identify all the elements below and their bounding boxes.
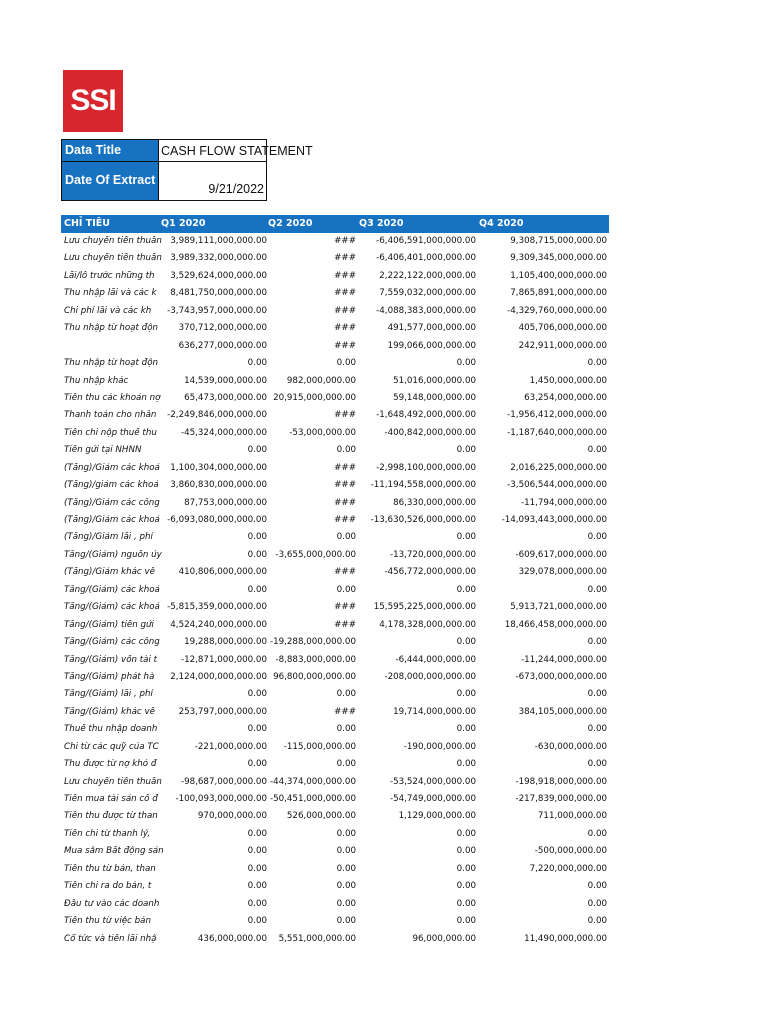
value-cell-q2[interactable]: 0.00 <box>336 584 356 595</box>
value-cell-q4[interactable]: -673,000,000,000.00 <box>515 671 607 682</box>
row-label-cell[interactable]: Lưu chuyển tiền thuần <box>64 236 162 246</box>
row-label-cell[interactable]: Tiền thu từ việc bán <box>64 916 151 927</box>
row-label-cell[interactable]: Cổ tức và tiền lãi nhậ <box>64 933 157 944</box>
value-cell-q1[interactable]: 0.00 <box>247 846 267 857</box>
row-label-cell[interactable]: Tăng/(Giảm) nguồn ủy <box>64 549 162 560</box>
value-cell-q4[interactable]: -14,093,443,000,000.00 <box>501 515 607 525</box>
value-cell-q2[interactable]: -115,000,000.00 <box>283 741 356 752</box>
table-row <box>61 285 609 302</box>
value-cell-q3[interactable]: 2,222,122,000,000.00 <box>379 270 476 281</box>
table-row <box>61 564 609 581</box>
value-cell-q3[interactable]: 0.00 <box>456 898 476 909</box>
value-cell-q3[interactable]: 0.00 <box>456 759 476 770</box>
row-label-cell[interactable]: Tăng/(Giảm) các khoả <box>64 584 160 595</box>
value-cell-q2[interactable]: ### <box>334 619 356 630</box>
value-cell-q2[interactable]: 0.00 <box>336 898 356 909</box>
row-label-cell[interactable]: (Tăng)/Giảm lãi , phí <box>64 532 153 543</box>
value-cell-q1[interactable]: 3,989,332,000,000.00 <box>170 253 267 264</box>
row-label-cell[interactable]: Tiền chi từ thanh lý, <box>64 828 151 839</box>
value-cell-q1[interactable]: -2,249,846,000,000.00 <box>167 410 267 421</box>
value-cell-q2[interactable]: 0.00 <box>336 759 356 770</box>
value-cell-q3[interactable]: -6,406,591,000,000.00 <box>376 236 476 246</box>
row-label-cell[interactable]: Tiền chi nộp thuế thu <box>64 427 157 438</box>
value-cell-q1[interactable]: -6,093,080,000,000.00 <box>167 515 267 525</box>
table-row <box>61 460 609 477</box>
table-row <box>61 861 609 878</box>
metadata-block <box>61 139 313 201</box>
value-cell-q4[interactable]: 405,706,000,000.00 <box>518 323 607 334</box>
value-cell-q1[interactable]: 0.00 <box>247 689 267 700</box>
value-cell-q3[interactable]: 0.00 <box>456 863 476 874</box>
value-cell-q4[interactable]: 0.00 <box>587 637 607 648</box>
table-row <box>61 634 609 651</box>
value-cell-q2[interactable]: ### <box>334 602 356 613</box>
value-cell-q1[interactable]: 0.00 <box>247 445 267 456</box>
value-cell-q3[interactable]: -54,749,000,000.00 <box>389 794 476 804</box>
value-cell-q4[interactable]: 0.00 <box>587 358 607 369</box>
table-row <box>61 477 609 494</box>
table-body <box>61 233 609 948</box>
value-cell-q4[interactable]: 5,913,721,000,000.00 <box>510 602 607 613</box>
value-cell-q3[interactable]: -6,406,401,000,000.00 <box>376 253 476 264</box>
value-cell-q4[interactable]: 329,078,000,000.00 <box>518 567 607 578</box>
row-label-cell[interactable]: Tăng/(Giảm) các công <box>64 637 160 648</box>
table-row <box>61 774 609 791</box>
value-cell-q3[interactable]: -6,444,000,000.00 <box>395 654 476 665</box>
value-cell-q4[interactable]: 7,865,891,000,000.00 <box>510 288 607 299</box>
table-row <box>61 529 609 546</box>
value-cell-q4[interactable]: -217,839,000,000.00 <box>515 794 607 804</box>
value-cell-q2[interactable]: ### <box>334 410 356 421</box>
value-cell-q4[interactable]: 0.00 <box>587 532 607 543</box>
header-q1-2020[interactable]: Q1 2020 <box>161 218 206 229</box>
row-label-cell[interactable]: Tăng/(Giảm) các khoả <box>64 602 160 613</box>
value-cell-q4[interactable]: 9,308,715,000,000.00 <box>510 236 607 246</box>
value-cell-q1[interactable]: 0.00 <box>247 916 267 927</box>
value-cell-q4[interactable]: 0.00 <box>587 724 607 735</box>
value-cell-q3[interactable]: 96,000,000.00 <box>412 933 476 944</box>
header-q3-2020[interactable]: Q3 2020 <box>359 218 404 229</box>
value-cell-q4[interactable]: 7,220,000,000.00 <box>529 863 607 874</box>
value-cell-q1[interactable]: 4,524,240,000,000.00 <box>170 619 267 630</box>
row-label-cell[interactable]: Tiền thu các khoản nợ <box>64 392 161 403</box>
value-cell-q2[interactable]: ### <box>334 253 356 264</box>
value-cell-q4[interactable]: 0.00 <box>587 759 607 770</box>
value-cell-q2[interactable]: 0.00 <box>336 846 356 857</box>
value-cell-q4[interactable]: 0.00 <box>587 584 607 595</box>
value-cell-q2[interactable]: 20,915,000,000.00 <box>273 392 356 403</box>
value-cell-q3[interactable]: -13,720,000,000.00 <box>389 549 476 560</box>
row-label-cell[interactable]: Tiền mua tài sản cố đ <box>64 794 158 804</box>
value-cell-q1[interactable]: 3,529,624,000,000.00 <box>170 270 267 281</box>
value-cell-q3[interactable]: 0.00 <box>456 584 476 595</box>
value-cell-q1[interactable]: 65,473,000,000.00 <box>184 392 267 403</box>
value-cell-q1[interactable]: 87,753,000,000.00 <box>184 497 267 508</box>
value-cell-q2[interactable]: ### <box>334 480 356 491</box>
table-row <box>61 721 609 738</box>
row-label-cell[interactable]: Tăng/(Giảm) tiền gửi <box>64 619 154 630</box>
value-cell-q2[interactable]: 0.00 <box>336 724 356 735</box>
value-cell-q1[interactable]: 19,288,000,000.00 <box>184 637 267 648</box>
value-cell-q2[interactable]: 0.00 <box>336 863 356 874</box>
value-cell-q1[interactable]: -45,324,000,000.00 <box>180 427 267 438</box>
value-cell-q4[interactable]: 1,105,400,000,000.00 <box>510 270 607 281</box>
table-row <box>61 878 609 895</box>
value-cell-q1[interactable]: 0.00 <box>247 759 267 770</box>
value-cell-q2[interactable]: 0.00 <box>336 881 356 892</box>
value-cell-q4[interactable]: 2,016,225,000,000.00 <box>510 462 607 473</box>
value-cell-q1[interactable]: 436,000,000.00 <box>197 933 267 944</box>
value-cell-q3[interactable]: 59,148,000,000.00 <box>393 392 476 403</box>
value-cell-q3[interactable]: -1,648,492,000,000.00 <box>376 410 476 421</box>
row-label-cell[interactable]: (Tăng)/giảm các khoả <box>64 480 159 491</box>
table-row <box>61 913 609 930</box>
value-cell-q3[interactable]: 15,595,225,000,000.00 <box>373 602 476 613</box>
row-label-cell[interactable]: Lưu chuyển tiền thuần <box>64 776 162 787</box>
value-cell-q1[interactable]: 370,712,000,000.00 <box>178 323 267 334</box>
value-cell-q4[interactable]: -198,918,000,000.00 <box>515 776 607 787</box>
row-label-cell[interactable]: Tăng/(Giảm) khác về <box>64 706 155 717</box>
value-cell-q4[interactable]: -4,329,760,000,000.00 <box>507 305 607 316</box>
value-cell-q2[interactable]: 5,551,000,000.00 <box>278 933 356 944</box>
cash-flow-table <box>61 215 609 948</box>
data-title-row <box>61 139 313 161</box>
value-cell-q4[interactable]: 0.00 <box>587 916 607 927</box>
header-q4-2020[interactable]: Q4 2020 <box>479 218 524 229</box>
value-cell-q3[interactable]: -190,000,000.00 <box>403 741 476 752</box>
value-cell-q2[interactable]: -3,655,000,000.00 <box>275 549 356 560</box>
table-row <box>61 686 609 703</box>
value-cell-q4[interactable]: -1,187,640,000,000.00 <box>507 427 607 438</box>
table-header-row <box>61 215 609 233</box>
value-cell-q4[interactable]: 63,254,000,000.00 <box>524 392 607 403</box>
value-cell-q1[interactable]: -221,000,000.00 <box>194 741 267 752</box>
value-cell-q4[interactable]: 1,450,000,000.00 <box>529 375 607 386</box>
row-label-cell[interactable]: Tăng/(Giảm) phát hà <box>64 671 155 682</box>
header-q2-2020[interactable]: Q2 2020 <box>268 218 313 229</box>
table-row <box>61 826 609 843</box>
value-cell-q3[interactable]: 0.00 <box>456 828 476 839</box>
value-cell-q3[interactable]: 0.00 <box>456 724 476 735</box>
value-cell-q2[interactable]: 0.00 <box>336 916 356 927</box>
value-cell-q4[interactable]: 18,466,458,000,000.00 <box>504 619 607 630</box>
value-cell-q4[interactable]: 0.00 <box>587 881 607 892</box>
value-cell-q1[interactable]: 0.00 <box>247 898 267 909</box>
row-label-cell[interactable]: Chi từ các quỹ của TC <box>64 741 159 752</box>
table-row <box>61 407 609 424</box>
value-cell-q2[interactable]: ### <box>334 340 356 351</box>
value-cell-q1[interactable]: 0.00 <box>247 549 267 560</box>
value-cell-q3[interactable]: 0.00 <box>456 846 476 857</box>
table-row <box>61 233 609 250</box>
value-cell-q3[interactable]: -13,630,526,000,000.00 <box>370 515 476 525</box>
table-row <box>61 320 609 337</box>
row-label-cell[interactable]: (Tăng)/Giảm khác về <box>64 567 155 578</box>
value-cell-q3[interactable]: -456,772,000,000.00 <box>384 567 476 578</box>
value-cell-q1[interactable]: 636,277,000,000.00 <box>178 340 267 351</box>
value-cell-q2[interactable]: ### <box>334 497 356 508</box>
value-cell-q2[interactable]: -19,288,000,000.00 <box>269 637 356 648</box>
row-label-cell[interactable]: Thu được từ nợ khó đ <box>64 759 157 770</box>
row-label-cell[interactable]: (Tăng)/Giảm các khoả <box>64 462 160 473</box>
table-row <box>61 303 609 320</box>
value-cell-q2[interactable]: 0.00 <box>336 445 356 456</box>
value-cell-q1[interactable]: 0.00 <box>247 881 267 892</box>
value-cell-q1[interactable]: 3,989,111,000,000.00 <box>170 236 267 246</box>
data-title-value[interactable]: CASH FLOW STATEMENT <box>159 139 267 161</box>
value-cell-q1[interactable]: 0.00 <box>247 584 267 595</box>
value-cell-q1[interactable]: -100,093,000,000.00 <box>175 794 267 804</box>
value-cell-q4[interactable]: -500,000,000.00 <box>534 846 607 857</box>
data-title-label: Data Title <box>61 139 159 161</box>
value-cell-q2[interactable]: 0.00 <box>336 828 356 839</box>
value-cell-q2[interactable]: -44,374,000,000.00 <box>269 776 356 787</box>
value-cell-q3[interactable]: -11,194,558,000,000.00 <box>370 480 476 491</box>
row-label-cell[interactable]: Thanh toán cho nhân <box>64 410 157 421</box>
value-cell-q4[interactable]: 9,309,345,000,000.00 <box>510 253 607 264</box>
value-cell-q3[interactable]: 51,016,000,000.00 <box>393 375 476 386</box>
value-cell-q2[interactable]: ### <box>334 515 356 525</box>
value-cell-q4[interactable]: 242,911,000,000.00 <box>518 340 607 351</box>
row-label-cell[interactable]: Thu nhập khác <box>64 375 129 386</box>
value-cell-q4[interactable]: 0.00 <box>587 689 607 700</box>
value-cell-q2[interactable]: 526,000,000.00 <box>286 811 356 822</box>
table-row <box>61 739 609 756</box>
value-cell-q4[interactable]: -609,617,000,000.00 <box>515 549 607 560</box>
table-row <box>61 617 609 634</box>
row-label-cell[interactable]: Lãi/lỗ trước những th <box>64 270 155 281</box>
value-cell-q3[interactable]: 0.00 <box>456 881 476 892</box>
value-cell-q1[interactable]: 14,539,000,000.00 <box>184 375 267 386</box>
value-cell-q4[interactable]: -11,244,000,000.00 <box>520 654 607 665</box>
table-row <box>61 512 609 529</box>
value-cell-q2[interactable]: -8,883,000,000.00 <box>275 654 356 665</box>
value-cell-q3[interactable]: 0.00 <box>456 916 476 927</box>
row-label-cell[interactable]: Mua sắm Bất động sản <box>64 846 164 857</box>
value-cell-q3[interactable]: 0.00 <box>456 532 476 543</box>
table-row <box>61 442 609 459</box>
value-cell-q3[interactable]: 491,577,000,000.00 <box>387 323 476 334</box>
value-cell-q2[interactable]: 96,800,000,000.00 <box>273 671 356 682</box>
table-row <box>61 338 609 355</box>
header-chi-tieu[interactable]: CHỈ TIÊU <box>64 218 110 229</box>
value-cell-q1[interactable]: 0.00 <box>247 532 267 543</box>
value-cell-q2[interactable]: -53,000,000.00 <box>289 427 356 438</box>
table-row <box>61 268 609 285</box>
table-row <box>61 373 609 390</box>
value-cell-q3[interactable]: -4,088,383,000,000.00 <box>376 305 476 316</box>
value-cell-q1[interactable]: -5,815,359,000,000.00 <box>167 602 267 613</box>
value-cell-q3[interactable]: -2,998,100,000,000.00 <box>376 462 476 473</box>
row-label-cell[interactable]: Đầu tư vào các doanh <box>64 898 160 909</box>
value-cell-q2[interactable]: 0.00 <box>336 358 356 369</box>
table-row <box>61 582 609 599</box>
value-cell-q3[interactable]: 0.00 <box>456 358 476 369</box>
row-label-cell[interactable]: Thu nhập từ hoạt độn <box>64 323 159 334</box>
value-cell-q2[interactable]: 0.00 <box>336 689 356 700</box>
table-row <box>61 495 609 512</box>
ssi-logo <box>63 70 123 132</box>
value-cell-q3[interactable]: 0.00 <box>456 689 476 700</box>
value-cell-q4[interactable]: 0.00 <box>587 898 607 909</box>
value-cell-q3[interactable]: -53,524,000,000.00 <box>389 776 476 787</box>
value-cell-q3[interactable]: -400,842,000,000.00 <box>384 427 476 438</box>
table-row <box>61 652 609 669</box>
value-cell-q1[interactable]: 410,806,000,000.00 <box>178 567 267 578</box>
value-cell-q3[interactable]: 199,066,000,000.00 <box>387 340 476 351</box>
row-label-cell[interactable]: Chi phí lãi và các kh <box>64 305 152 316</box>
value-cell-q1[interactable]: -3,743,957,000,000.00 <box>167 305 267 316</box>
table-row <box>61 756 609 773</box>
value-cell-q3[interactable]: 0.00 <box>456 445 476 456</box>
row-label-cell[interactable]: (Tăng)/Giảm các khoả <box>64 515 160 525</box>
value-cell-q2[interactable]: -50,451,000,000.00 <box>269 794 356 804</box>
value-cell-q4[interactable]: -11,794,000,000.00 <box>520 497 607 508</box>
value-cell-q1[interactable]: 3,860,830,000,000.00 <box>170 480 267 491</box>
value-cell-q3[interactable]: 4,178,328,000,000.00 <box>379 619 476 630</box>
value-cell-q2[interactable]: ### <box>334 236 356 246</box>
value-cell-q4[interactable]: 0.00 <box>587 445 607 456</box>
value-cell-q1[interactable]: 1,100,304,000,000.00 <box>170 462 267 473</box>
value-cell-q2[interactable]: ### <box>334 323 356 334</box>
value-cell-q1[interactable]: 970,000,000.00 <box>197 811 267 822</box>
value-cell-q4[interactable]: -630,000,000.00 <box>534 741 607 752</box>
table-row <box>61 547 609 564</box>
row-label-cell[interactable]: Thuế thu nhập doanh <box>64 724 158 735</box>
value-cell-q1[interactable]: 0.00 <box>247 863 267 874</box>
date-of-extract-label: Date Of Extract <box>61 161 159 201</box>
row-label-cell[interactable]: Tiền chi ra do bán, t <box>64 881 152 892</box>
table-row <box>61 704 609 721</box>
value-cell-q3[interactable]: 86,330,000,000.00 <box>393 497 476 508</box>
row-label-cell[interactable]: Tiền gửi tại NHNN <box>64 445 142 456</box>
value-cell-q2[interactable]: ### <box>334 567 356 578</box>
table-row <box>61 669 609 686</box>
row-label-cell[interactable]: Thu nhập từ hoạt độn <box>64 358 159 369</box>
table-row <box>61 896 609 913</box>
date-of-extract-value[interactable]: 9/21/2022 <box>159 161 267 201</box>
value-cell-q3[interactable]: 1,129,000,000.00 <box>398 811 476 822</box>
value-cell-q1[interactable]: 0.00 <box>247 358 267 369</box>
row-label-cell[interactable]: Tăng/(Giảm) vốn tài t <box>64 654 158 665</box>
value-cell-q1[interactable]: 2,124,000,000,000.00 <box>170 671 267 682</box>
value-cell-q4[interactable]: 711,000,000.00 <box>537 811 607 822</box>
value-cell-q2[interactable]: ### <box>334 305 356 316</box>
table-row <box>61 808 609 825</box>
row-label-cell[interactable]: Tiền thu được từ than <box>64 811 158 822</box>
value-cell-q3[interactable]: 19,714,000,000.00 <box>393 706 476 717</box>
value-cell-q2[interactable]: ### <box>334 288 356 299</box>
value-cell-q4[interactable]: -1,956,412,000,000.00 <box>507 410 607 421</box>
value-cell-q2[interactable]: ### <box>334 706 356 717</box>
table-row <box>61 931 609 948</box>
value-cell-q2[interactable]: 0.00 <box>336 532 356 543</box>
value-cell-q4[interactable]: 384,105,000,000.00 <box>518 706 607 717</box>
value-cell-q1[interactable]: 0.00 <box>247 828 267 839</box>
table-row <box>61 791 609 808</box>
date-of-extract-row <box>61 161 267 201</box>
value-cell-q1[interactable]: 253,797,000,000.00 <box>178 706 267 717</box>
value-cell-q1[interactable]: -12,871,000,000.00 <box>180 654 267 665</box>
table-row <box>61 599 609 616</box>
value-cell-q4[interactable]: -3,506,544,000,000.00 <box>507 480 607 491</box>
value-cell-q2[interactable]: 982,000,000.00 <box>286 375 356 386</box>
value-cell-q2[interactable]: ### <box>334 270 356 281</box>
table-row <box>61 355 609 372</box>
table-row <box>61 250 609 267</box>
row-label-cell[interactable]: Thu nhập lãi và các k <box>64 288 157 299</box>
value-cell-q1[interactable]: -98,687,000,000.00 <box>180 776 267 787</box>
logo-text: SSI <box>70 84 116 117</box>
table-row <box>61 425 609 442</box>
value-cell-q4[interactable]: 11,490,000,000.00 <box>524 933 607 944</box>
value-cell-q3[interactable]: 7,559,032,000,000.00 <box>379 288 476 299</box>
table-row <box>61 390 609 407</box>
row-label-cell[interactable]: Lưu chuyển tiền thuần <box>64 253 162 264</box>
value-cell-q4[interactable]: 0.00 <box>587 828 607 839</box>
row-label-cell[interactable]: (Tăng)/Giảm các công <box>64 497 160 508</box>
value-cell-q3[interactable]: -208,000,000,000.00 <box>384 671 476 682</box>
row-label-cell[interactable]: Tiền thu từ bán, than <box>64 863 156 874</box>
value-cell-q2[interactable]: ### <box>334 462 356 473</box>
table-row <box>61 843 609 860</box>
value-cell-q1[interactable]: 8,481,750,000,000.00 <box>170 288 267 299</box>
value-cell-q3[interactable]: 0.00 <box>456 637 476 648</box>
value-cell-q1[interactable]: 0.00 <box>247 724 267 735</box>
row-label-cell[interactable]: Tăng/(Giảm) lãi , phí <box>64 689 153 700</box>
